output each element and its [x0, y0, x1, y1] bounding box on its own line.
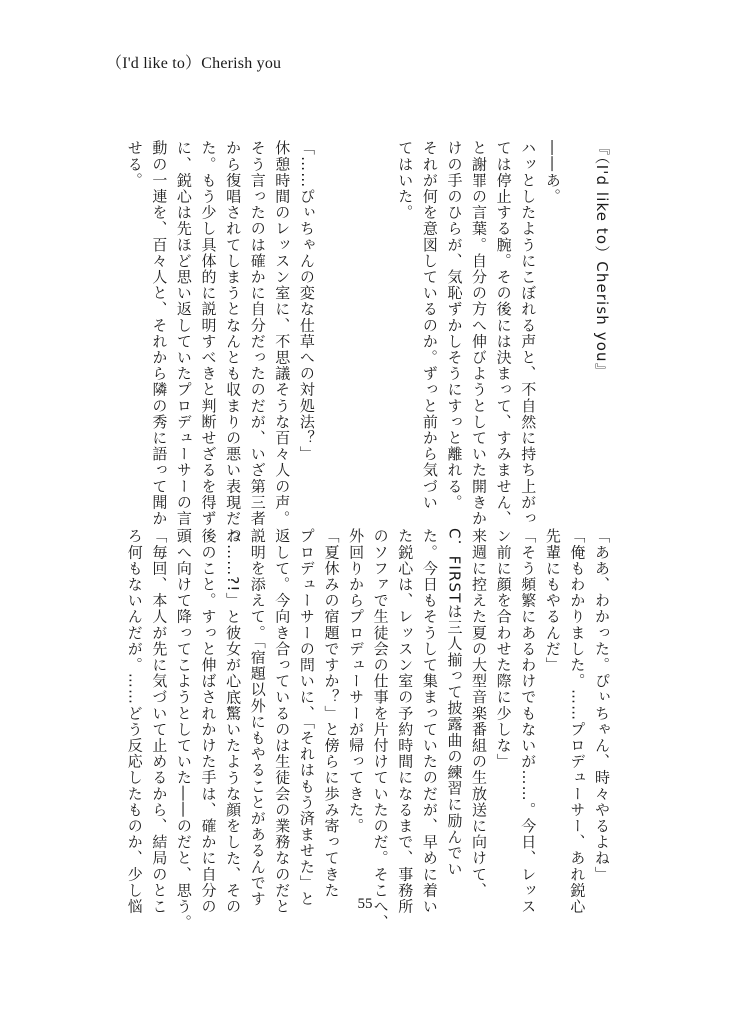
- text-column: けの手のひらが、気恥ずかしそうにすっと離れる。: [445, 140, 464, 511]
- text-column: [343, 140, 368, 512]
- text-column: 「俺もわかりました。……プロデューサー、あれ鋭心: [568, 528, 587, 915]
- text-column: プロデューサーの問いに、「それはもう済ませた」と: [297, 528, 316, 907]
- text-column: た。もう少し具体的に説明すべきと判断せざるを得ず: [199, 140, 218, 527]
- text-column: 「そう頻繁にあるわけでもないが……。今日、レッス: [519, 528, 538, 915]
- text-column: 「毎回、本人が先に気づいて止めるから、結局のとこ: [150, 528, 169, 915]
- text-column: せる。: [125, 140, 144, 189]
- text-column: 休憩時間のレッスン室に、不思議そうな百々人の声。: [273, 140, 292, 527]
- text-column: [565, 140, 590, 512]
- text-column: 説明を添えて。「宿題以外にもやることがあるんです: [248, 528, 267, 907]
- text-column: 「ああ、わかった。ぴぃちゃん、時々やるよね」: [593, 528, 611, 883]
- text-column: C．FIRSTは三人揃って披露曲の練習に励んでい: [445, 528, 464, 878]
- text-column: た。今日もそうして集まっていたのだが、早めに着い: [420, 528, 439, 915]
- text-column: のソファで生徒会の仕事を片付けていたのだ。そこへ、: [371, 528, 390, 931]
- text-column: ね……?!」と彼女が心底驚いたような顔をした、その: [224, 528, 243, 915]
- text-column: ン前に顔を合わせた際に少しな」: [494, 528, 513, 770]
- text-column: ――あ。: [543, 140, 562, 205]
- text-column: 『（I'd like to）Cherish you』: [593, 140, 611, 379]
- text-column: ては停止する腕。その後には決まって、すみません、: [494, 140, 513, 527]
- text-column: そう言ったのは確かに自分だったのだが、いざ第三者: [248, 140, 267, 527]
- text-column: 返して。今向き合っているのは生徒会の業務なのだと: [273, 528, 292, 915]
- text-column: 先輩にもやるんだ」: [543, 528, 562, 673]
- page-number: 55: [357, 896, 373, 912]
- body-text-upper: [125, 140, 614, 543]
- text-column: 来週に控えた夏の大型音楽番組の生放送に向けて、: [470, 528, 489, 899]
- text-column: と謝罪の言葉。自分の方へ伸びようとしていた開きか: [470, 140, 489, 527]
- text-column: ろ何もないんだが。……どう反応したものか、少し悩: [125, 528, 144, 915]
- text-column: 「夏休みの宿題ですか？」と傍らに歩み寄ってきた: [322, 528, 341, 899]
- text-column: てはいた。: [396, 140, 415, 221]
- text-column: 後のこと。すっと伸ばされかけた手は、確かに自分の: [199, 528, 218, 915]
- text-column: 外回りからプロデューサーが帰ってきた。: [347, 528, 366, 834]
- text-column: 頭へ向けて降ってこようとしていた――のだと、思う。: [174, 528, 193, 931]
- text-column: 動の一連を、百々人と、それから隣の秀に語って聞か: [150, 140, 169, 527]
- text-column: [319, 140, 344, 512]
- text-column: た鋭心は、レッスン室の予約時間になるまで、事務所: [396, 528, 415, 915]
- text-column: 「……ぴぃちゃんの変な仕草への対処法？」: [297, 140, 316, 462]
- text-column: ハッとしたようにこぼれる声と、不自然に持ち上がっ: [519, 140, 538, 527]
- running-header-title: （I'd like to）Cherish you: [106, 55, 282, 72]
- text-column: に、鋭心は先ほど思い返していたプロデューサーの言: [174, 140, 193, 527]
- text-column: [368, 140, 393, 512]
- text-column: から復唱されてしまうとなんとも収まりの悪い表現だっ: [224, 140, 243, 543]
- text-column: それが何を意図しているのか。ずっと前から気づい: [420, 140, 439, 511]
